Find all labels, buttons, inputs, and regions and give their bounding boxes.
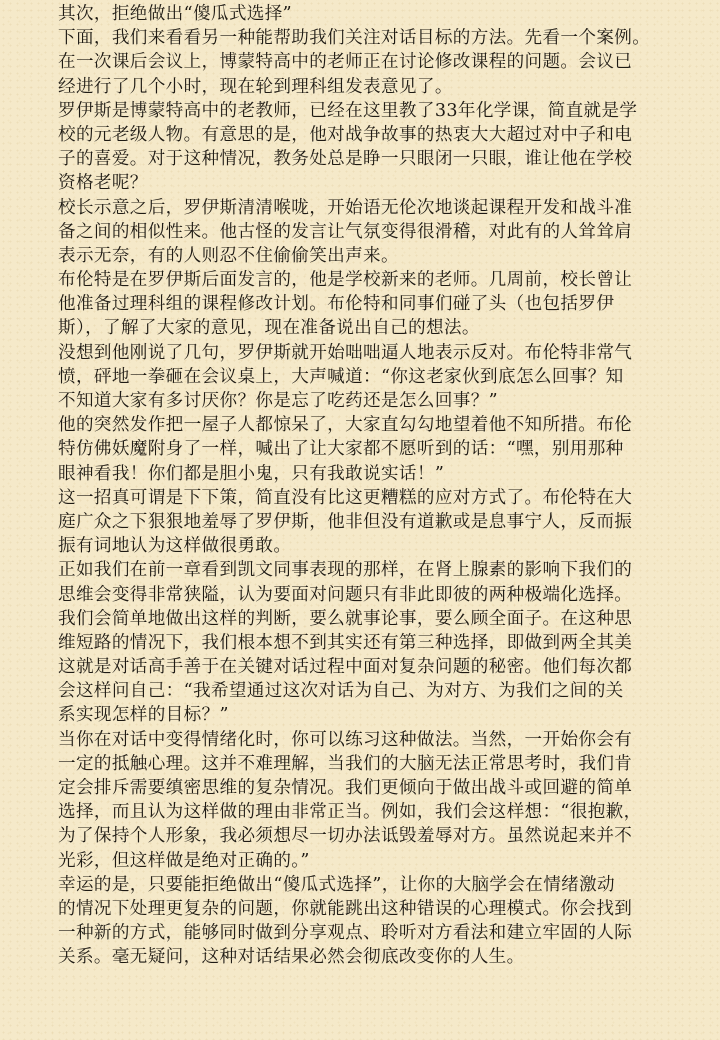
text-line: 他准备过理科组的课程修改计划。布伦特和同事们碰了头（也包括罗伊 <box>58 294 615 315</box>
text-line: 一种新的方式，能够同时做到分享观点、聆听对方看法和建立牢固的人际 <box>58 923 633 944</box>
text-line: 布伦特是在罗伊斯后面发言的，他是学校新来的老师。几周前，校长曾让 <box>58 270 633 291</box>
text-line: 在一次课后会议上，博蒙特高中的老师正在讨论修改课程的问题。会议已 <box>58 52 633 73</box>
text-line: 校的元老级人物。有意思的是，他对战争故事的热衷大大超过对中子和电 <box>58 124 633 145</box>
text-line: 没想到他刚说了几句，罗伊斯就开始咄咄逼人地表示反对。布伦特非常气 <box>58 342 633 363</box>
text-line: 斯），了解了大家的意见，现在准备说出自己的想法。 <box>58 318 480 339</box>
document-body <box>58 2 708 970</box>
text-line: 光彩，但这样做是绝对正确的。” <box>58 850 310 871</box>
text-line: 系实现怎样的目标？” <box>58 705 229 726</box>
text-line: 幸运的是，只要能拒绝做出“傻瓜式选择”，让你的大脑学会在情绪激动 <box>58 874 616 895</box>
text-line: 会这样问自己：“我希望通过这次对话为自己、为对方、为我们之间的关 <box>58 681 624 702</box>
text-line: 当你在对话中变得情绪化时，你可以练习这种做法。当然，一开始你会有 <box>58 729 633 750</box>
text-line: 正如我们在前一章看到凯文同事表现的那样，在肾上腺素的影响下我们的 <box>58 560 633 581</box>
text-line: 他的突然发作把一屋子人都惊呆了，大家直勾勾地望着他不知所措。布伦 <box>58 415 633 436</box>
text-line: 校长示意之后，罗伊斯清清喉咙，开始语无伦次地谈起课程开发和战斗准 <box>58 197 633 218</box>
text-line: 维短路的情况下，我们根本想不到其实还有第三种选择，即做到两全其美 <box>58 632 633 653</box>
text-line: 关系。毫无疑问，这种对话结果必然会彻底改变你的人生。 <box>58 947 525 968</box>
text-line: 思维会变得非常狭隘，认为要面对问题只有非此即彼的两种极端化选择。 <box>58 584 633 605</box>
text-line: 庭广众之下狠狠地羞辱了罗伊斯，他非但没有道歉或是息事宁人，反而振 <box>58 511 633 532</box>
text-line: 振有词地认为这样做很勇敢。 <box>58 536 292 557</box>
text-line: 经进行了几个小时，现在轮到理科组发表意见了。 <box>58 76 453 97</box>
text-line: 定会排斥需要缜密思维的复杂情况。我们更倾向于做出战斗或回避的简单 <box>58 778 633 798</box>
section-heading: 其次，拒绝做出“傻瓜式选择” <box>58 4 293 24</box>
text-line: 这就是对话高手善于在关键对话过程中面对复杂问题的秘密。他们每次都 <box>58 657 633 678</box>
text-line: 下面，我们来看看另一种能帮助我们关注对话目标的方法。先看一个案例。 <box>58 28 651 49</box>
text-line: 眼神看我！你们都是胆小鬼，只有我敢说实话！” <box>58 463 445 484</box>
text-line: 这一招真可谓是下下策，简直没有比这更糟糕的应对方式了。布伦特在大 <box>58 487 633 508</box>
text-line: 愤，砰地一拳砸在会议桌上，大声喊道：“你这老家伙到底怎么回事？知 <box>58 366 624 387</box>
text-line: 选择，而且认为这样做的理由非常正当。例如，我们会这样想：“很抱歉， <box>58 802 642 823</box>
text-line: 子的喜爱。对于这种情况，教务处总是睁一只眼闭一只眼，谁让他在学校 <box>58 149 633 170</box>
text-line: 不知道大家有多讨厌你？你是忘了吃药还是怎么回事？” <box>58 391 498 411</box>
text-line: 表示无奈，有的人则忍不住偷偷笑出声来。 <box>58 245 399 266</box>
text-line: 特仿佛妖魔附身了一样，喊出了让大家都不愿听到的话：“嘿，别用那种 <box>58 439 624 460</box>
text-line: 的情况下处理更复杂的问题，你就能跳出这种错误的心理模式。你会找到 <box>58 898 633 919</box>
text-line: 备之间的相似性来。他古怪的发言让气氛变得很滑稽，对此有的人耸耸肩 <box>58 221 633 242</box>
text-line: 罗伊斯是博蒙特高中的老教师，已经在这里教了33年化学课，简直就是学 <box>58 100 638 121</box>
text-line: 一定的抵触心理。这并不难理解，当我们的大脑无法正常思考时，我们肯 <box>58 753 633 774</box>
text-line: 我们会简单地做出这样的判断，要么就事论事，要么顾全面子。在这种思 <box>58 608 633 629</box>
text-line: 为了保持个人形象，我必须想尽一切办法诋毁羞辱对方。虽然说起来并不 <box>58 826 633 847</box>
text-line: 资格老呢？ <box>58 173 148 194</box>
